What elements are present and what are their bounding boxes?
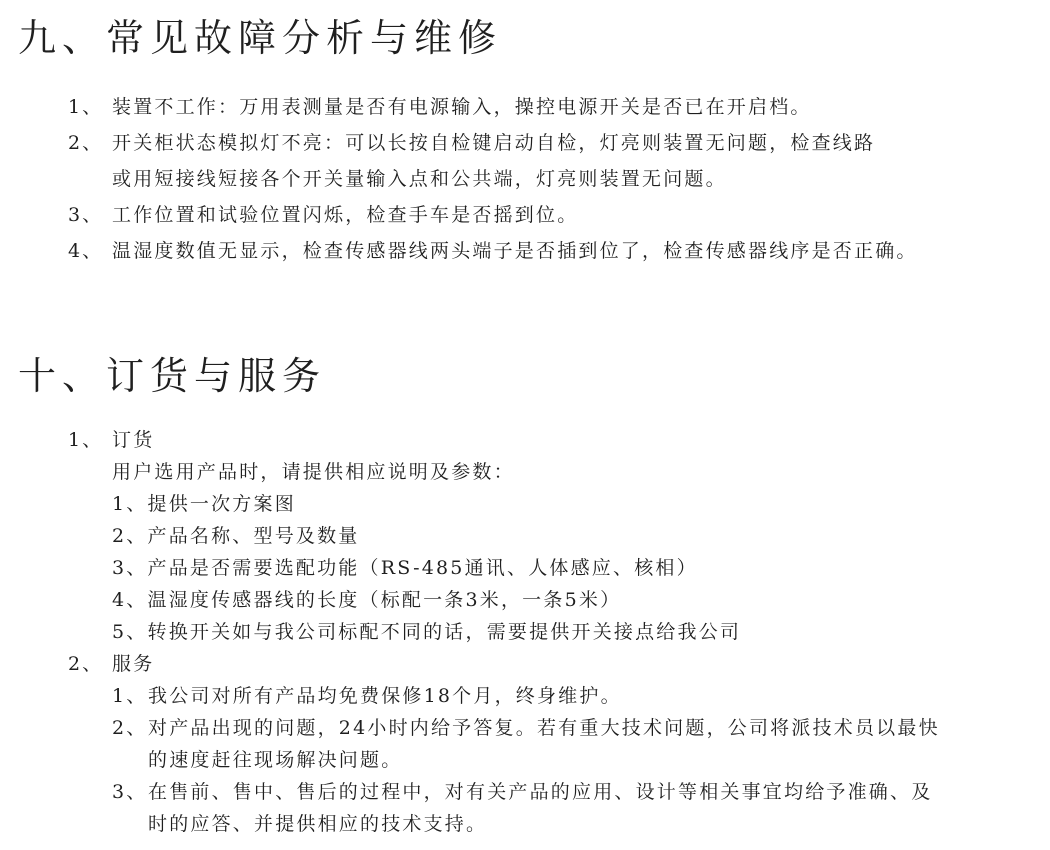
order-label: 订货 <box>112 429 155 451</box>
section-9-item-2-number: 2、 <box>68 132 104 154</box>
service-subitem-3-number: 3、 <box>112 781 148 803</box>
section-9-item-2-text-line-1: 开关柜状态模拟灯不亮：可以长按自检键启动自检，灯亮则装置无问题，检查线路 <box>112 132 876 154</box>
section-9-item-4-text: 温湿度数值无显示，检查传感器线两头端子是否插到位了，检查传感器线序是否正确。 <box>112 240 918 262</box>
section-9-item-1-text: 装置不工作：万用表测量是否有电源输入，操控电源开关是否已在开启档。 <box>112 96 812 118</box>
section-10-heading: 十、订货与服务 <box>18 354 327 398</box>
service-subitem-3-text-line-2: 时的应答、并提供相应的技术支持。 <box>148 813 488 835</box>
service-subitem-1-text: 我公司对所有产品均免费保修18个月，终身维护。 <box>148 685 622 707</box>
service-subitem-2-number: 2、 <box>112 717 148 739</box>
order-subitem-4: 4、温湿度传感器线的长度（标配一条3米，一条5米） <box>112 589 622 611</box>
service-subitem-2-text-line-1: 对产品出现的问题，24小时内给予答复。若有重大技术问题，公司将派技术员以最快 <box>148 717 940 739</box>
section-9-item-3-text: 工作位置和试验位置闪烁，检查手车是否摇到位。 <box>112 204 579 226</box>
order-number: 1、 <box>68 429 104 451</box>
service-subitem-3-text-line-1: 在售前、售中、售后的过程中，对有关产品的应用、设计等相关事宜均给予准确、及 <box>148 781 933 803</box>
section-9-item-4-number: 4、 <box>68 240 104 262</box>
service-subitem-2-text-line-2: 的速度赶往现场解决问题。 <box>148 749 403 771</box>
order-intro: 用户选用产品时，请提供相应说明及参数： <box>112 461 515 483</box>
order-subitem-5: 5、转换开关如与我公司标配不同的话，需要提供开关接点给我公司 <box>112 621 742 643</box>
service-number: 2、 <box>68 653 104 675</box>
order-subitem-1: 1、提供一次方案图 <box>112 493 296 515</box>
order-subitem-2: 2、产品名称、型号及数量 <box>112 525 360 547</box>
service-subitem-1-number: 1、 <box>112 685 148 707</box>
section-9-item-1-number: 1、 <box>68 96 104 118</box>
service-label: 服务 <box>112 653 155 675</box>
order-subitem-3: 3、产品是否需要选配功能（RS-485通讯、人体感应、核相） <box>112 557 698 579</box>
section-9-item-2-text-line-2: 或用短接线短接各个开关量输入点和公共端，灯亮则装置无问题。 <box>112 168 727 190</box>
section-9-item-3-number: 3、 <box>68 204 104 226</box>
section-9-heading: 九、常见故障分析与维修 <box>18 16 503 60</box>
